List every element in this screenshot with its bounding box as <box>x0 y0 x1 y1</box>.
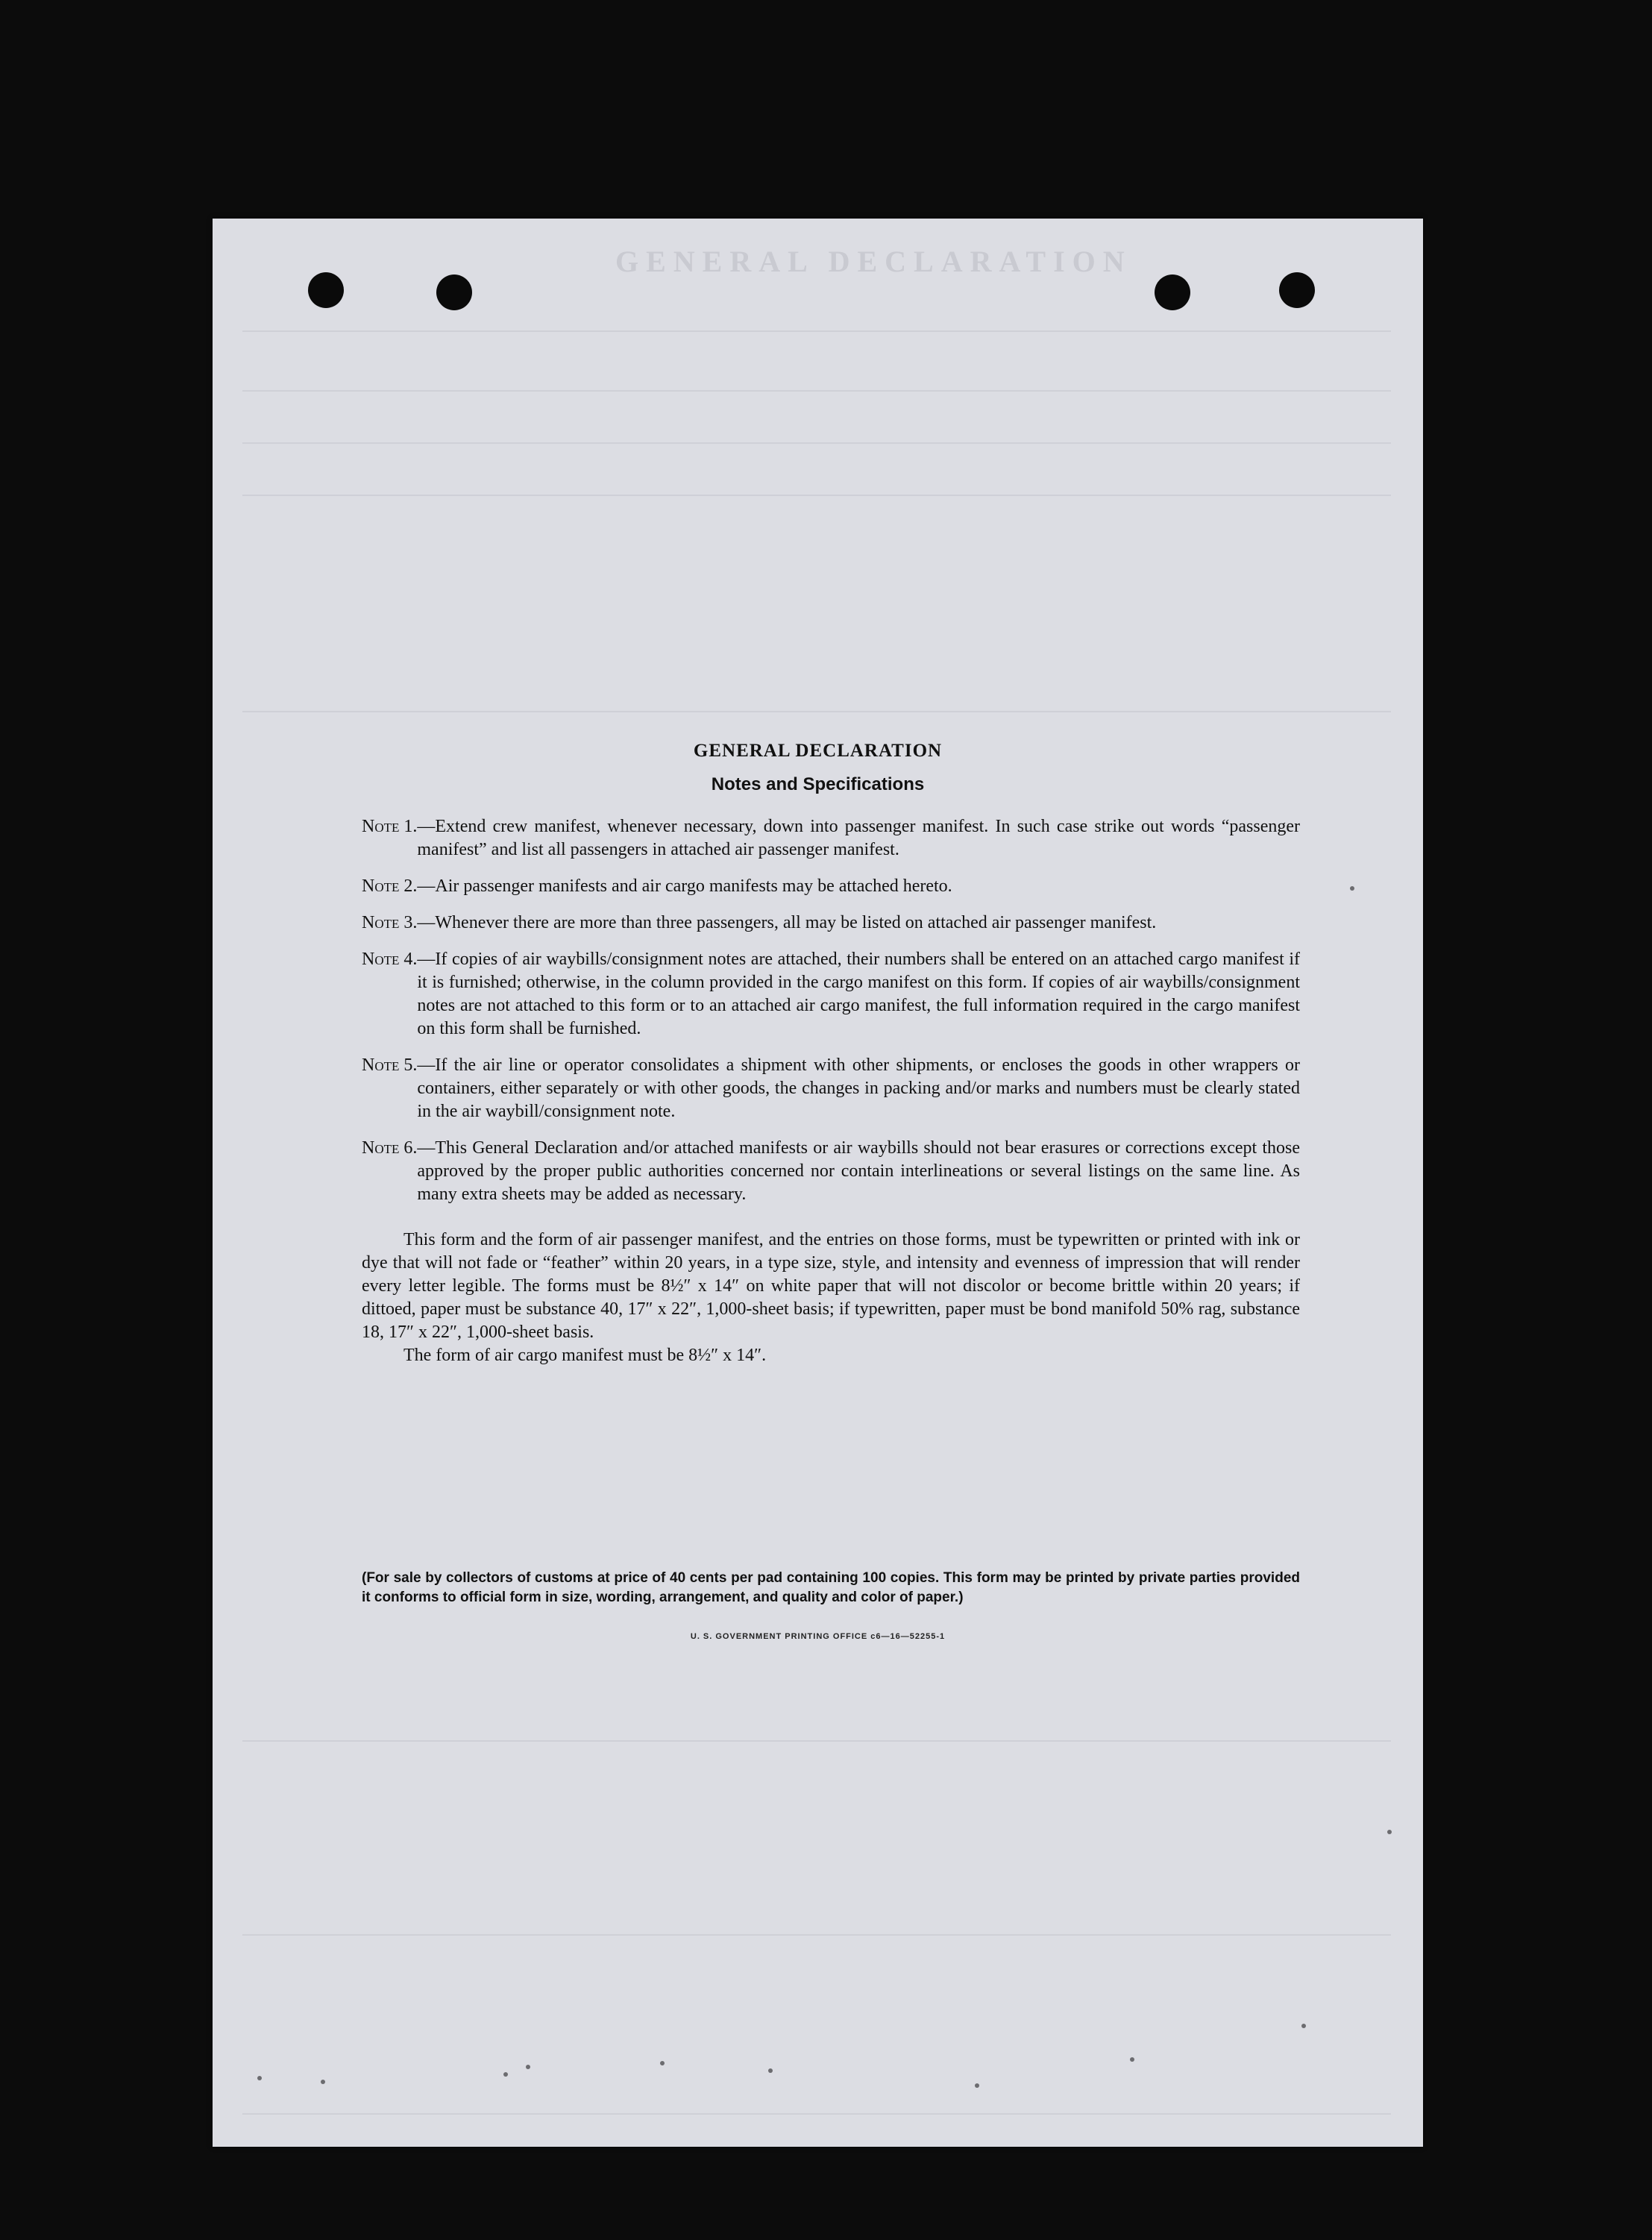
bleed-through-rule <box>242 495 1391 496</box>
note-label: Note 5. <box>362 1055 418 1075</box>
paper-speck <box>257 2076 262 2080</box>
bleed-through-rule <box>242 711 1391 712</box>
document-page <box>213 219 1423 2147</box>
note-5 <box>362 1054 1300 1123</box>
paper-speck <box>526 2065 530 2069</box>
note-text: —If the air line or operator consolidates a shipment with other shipments, or encloses the goods in other wrappers or containers, either separately or with other goods, the changes in packing and/or marks and numbers must be clearly stated in the air waybill/consignment note. <box>417 1055 1300 1121</box>
note-label: Note 4. <box>362 950 418 969</box>
note-text: —Extend crew manifest, whenever necessary, down into passenger manifest. In such case strike out words “passenger manifest” and list all passengers in attached air passenger manifest. <box>417 817 1300 859</box>
punch-hole <box>1279 272 1315 308</box>
note-6 <box>362 1137 1300 1206</box>
paper-speck <box>768 2068 773 2073</box>
note-text: —If copies of air waybills/consignment notes are attached, their numbers shall be entered on an attached cargo manifest if it is furnished; otherwise, in the column provided in the cargo manifest on this form. If copies of air waybills/consignment notes are not attached to this form or to an attached air cargo manifest, the full information required in the cargo manifest on this form shall be furnished. <box>417 950 1300 1038</box>
note-3 <box>362 912 1300 935</box>
paper-speck <box>1130 2057 1134 2062</box>
paper-speck <box>660 2061 665 2065</box>
paper-speck <box>503 2072 508 2077</box>
page-title: GENERAL DECLARATION <box>693 741 943 761</box>
page-subtitle: Notes and Specifications <box>711 774 925 794</box>
notes-section <box>362 815 1300 1367</box>
sale-notice: (For sale by collectors of customs at price of 40 cents per pad containing 100 copies. This form may be printed by private parties provided it conforms to official form in size, wording, arrangement, and quality and color of paper.) <box>362 1570 1300 1605</box>
form-requirements-paragraph: This form and the form of air passenger manifest, and the entries on those forms, must be typewritten or printed with ink or dye that will not fade or “feather” within 20 years, in a type size, style, and intensity and evenness of impression that will render every letter legible. The forms must be 8½″ x 14″ on white paper that will not discolor or become brittle within 20 years; if dittoed, paper must be substance 40, 17″ x 22″, 1,000-sheet basis; if typewritten, paper must be bond manifold 50% rag, substance 18, 17″ x 22″, 1,000-sheet basis. <box>362 1230 1300 1342</box>
paper-speck <box>321 2080 325 2084</box>
bleed-through-rule <box>242 2113 1391 2115</box>
note-label: Note 3. <box>362 913 418 932</box>
paper-speck <box>1350 886 1354 891</box>
note-1 <box>362 815 1300 862</box>
bleed-through-rule <box>242 390 1391 392</box>
bleed-through-rule <box>242 1740 1391 1742</box>
note-label: Note 2. <box>362 876 418 896</box>
note-2 <box>362 875 1300 898</box>
bleed-through-title: GENERAL DECLARATION <box>615 245 1132 278</box>
note-text: —This General Declaration and/or attached manifests or air waybills should not bear erasures or corrections except those approved by the proper public authorities concerned nor contain interlineations or several listings on the same line. As many extra sheets may be added as necessary. <box>417 1138 1300 1204</box>
note-text: —Air passenger manifests and air cargo manifests may be attached hereto. <box>417 876 952 896</box>
note-4 <box>362 948 1300 1041</box>
paper-speck <box>1301 2024 1306 2028</box>
punch-hole <box>308 272 344 308</box>
punch-hole <box>1155 274 1190 310</box>
punch-hole <box>436 274 472 310</box>
printer-imprint: U. S. GOVERNMENT PRINTING OFFICE c6—16—52255-1 <box>690 1632 946 1641</box>
note-text: —Whenever there are more than three passengers, all may be listed on attached air passenger manifest. <box>417 913 1157 932</box>
bleed-through-rule <box>242 442 1391 444</box>
bleed-through-rule <box>242 1934 1391 1936</box>
bleed-through-rule <box>242 330 1391 332</box>
note-label: Note 6. <box>362 1138 418 1158</box>
paper-speck <box>1387 1830 1392 1834</box>
cargo-manifest-size-line: The form of air cargo manifest must be 8½″ x 14″. <box>403 1346 767 1365</box>
note-label: Note 1. <box>362 817 418 836</box>
paper-speck <box>975 2083 979 2088</box>
